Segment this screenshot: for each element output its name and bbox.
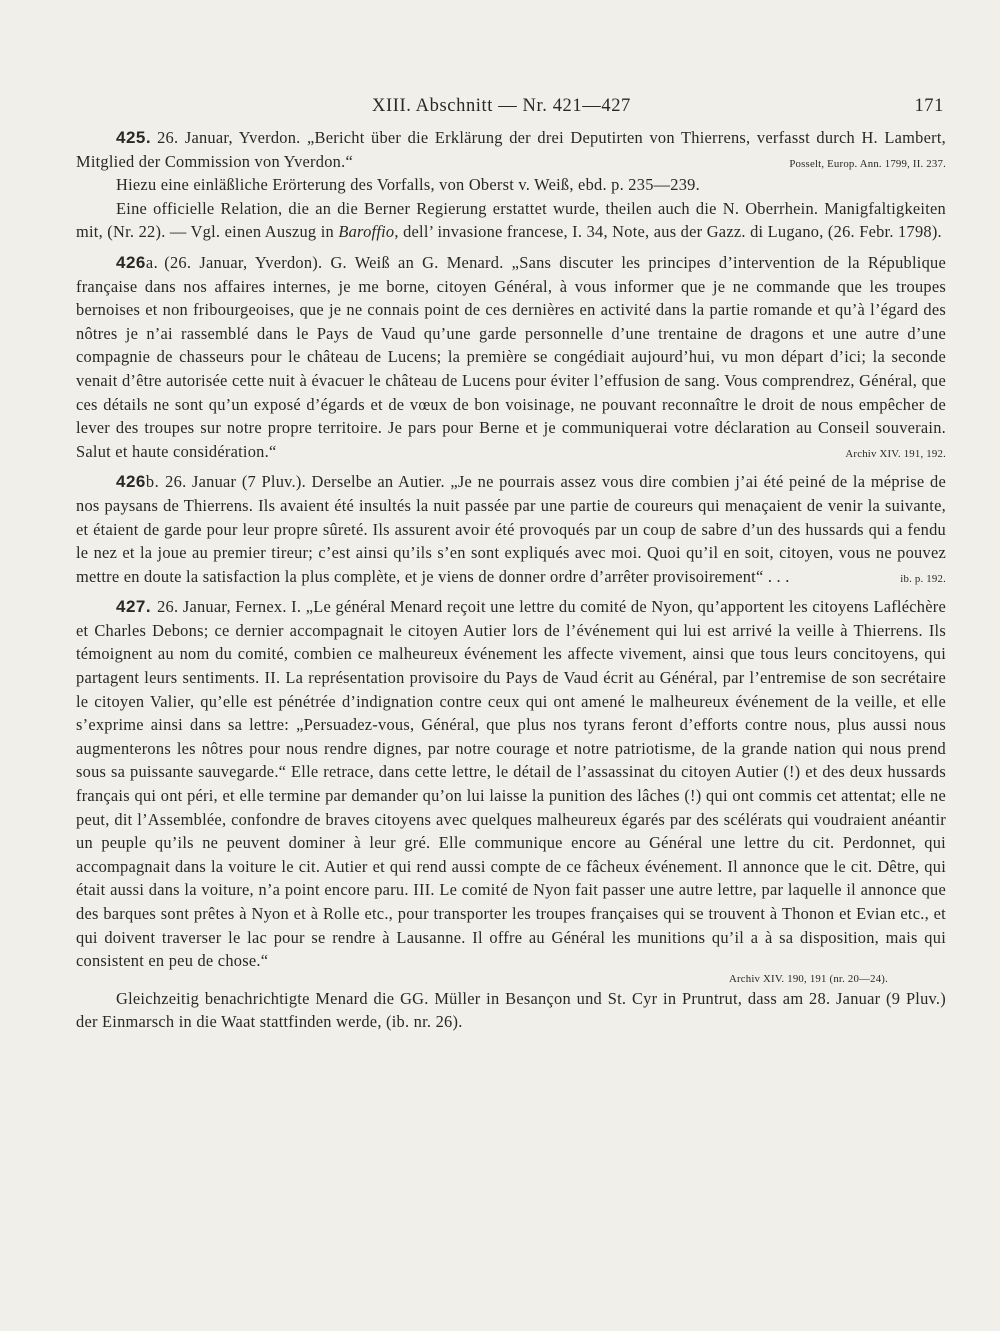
entry-text: 26. Januar (7 Pluv.). Derselbe an Autier. „Je ne pourrais assez vous dire combien j’ai été peiné de la méprise de nos paysans de Thierrens. Ils avaient été insultés la nuit passée par une partie de coureurs qui menaçaient de venir la suivante, et étaient de garde pour leur propre sûreté. Ils assurent avoir été provoqués par un coup de sabre d’un des hussards qui a fendu le nez et la joue au premier tireur; c’est ainsi qu’ils s’en sont expliqués avec moi. Quoi qu’il en soit, citoyen, vous ne pouvez mettre en doute la satisfaction la plus complète, et je viens de donner ordre d’arrêter provisoirement“ . . . (76, 472, 946, 586)
entry-427-note: Gleichzeitig benachrichtigte Menard die GG. Müller in Besançon und St. Cyr in Pruntrut, dass am 28. Januar (9 Pluv.) der Einmarsch in die Waat stattfinden werde, (ib. nr. 26). (76, 988, 946, 1032)
entry-425-note-1: Hiezu eine einläßliche Erörterung des Vorfalls, von Oberst v. Weiß, ebd. p. 235—239. (116, 175, 700, 195)
note-tail: , dell’ invasione francese, I. 34, Note, aus der Gazz. di Lugano, (26. Febr. 1798). (394, 222, 942, 242)
entry-number-main: 426 (116, 252, 146, 272)
entry-number (116, 253, 158, 272)
entry-number: 425. (116, 128, 152, 147)
entry-426b (76, 470, 946, 588)
entry-number-sub: a. (145, 252, 159, 272)
entry-text: 26. Januar, Fernex. I. „Le général Menard reçoit une lettre du comité de Nyon, qu’apportent les citoyens Lafléchère et Charles Debons; ce dernier accompagnait le citoyen Autier lors de l’événement qui lui est arrivé la veille à Thierrens. Ils témoignent au nom du comité, combien ce malheureux événement les affecte vivement, ainsi que tous leurs concitoyens, qui partagent leurs sentiments. II. La représentation provisoire du Pays de Vaud écrit au Général, par l’entremise de son secrétaire le citoyen Valier, qu’elle est pénétrée d’indignation contre ceux qui ont amené le malheureux événement de la veille, et elle s’exprime ainsi dans sa lettre: „Persuadez-vous, Général, que plus nos tyrans feront d’efforts contre nous, plus aussi nous augmenterons les nôtres pour nous rendre dignes, par notre courage et notre patriotisme, de la grande nation qui nous prend sous sa puissante sauvegarde.“ Elle retrace, dans cette lettre, le détail de l’assassinat du citoyen Autier (!) et des deux hussards français qui ont péri, et elle termine par demander qu’on lui laisse la punition des lâches (!) qui ont commis cet attentat; elle ne peut, dit l’Assemblée, confondre de braves citoyens avec quelques malheureux égarés par des scélérats qui voudraient anéantir un peuple qu’ils ne peuvent dominer à leur gré. Elle communique encore au Général une lettre du cit. Perdonnet, qui accompagnait dans la voiture le cit. Autier et qui rend aussi compte de ce fâcheux événement. Il annonce que le cit. Dêtre, qui était aussi dans la voiture, n’a point encore paru. III. Le comité de Nyon fait passer une autre lettre, par laquelle il annonce que des barques sont prêtes à Nyon et à Rolle etc., pour transporter les troupes françaises qui se trouvent à Thonon et Evian etc., et qui doivent traverser le lac pour se rendre à Lausanne. Il offre au Général les munitions qu’il a à sa disposition, mais qui consistent en peu de chose.“ (76, 597, 946, 971)
entry-425 (76, 126, 946, 173)
entry-text: 26. Januar, Yverdon. „Bericht über die Erklärung der drei Deputirten von Thierrens, verfasst durch H. Lambert, Mitglied der Commission von Yverdon.“ (76, 128, 946, 171)
page-number: 171 (914, 96, 944, 116)
source-citation: Archiv XIV. 190, 191 (nr. 20—24). (728, 972, 888, 985)
source-citation: Archiv XIV. 191, 192. (845, 447, 946, 460)
entry-425-note-2 (76, 197, 946, 244)
note-text: Eine officielle Relation, die an die Berner Regierung erstattet wurde, theilen auch die N. Oberrhein. Manigfaltigkeiten mit, (Nr. 22). — Vgl. einen Auszug in (76, 198, 946, 242)
entry-number: 427. (116, 597, 152, 617)
italic-reference: Baroffio (338, 222, 395, 242)
entry-426a (76, 251, 946, 463)
section-title: XIII. Abschnitt — Nr. 421—427 (372, 96, 631, 116)
entry-427 (76, 595, 946, 973)
entry-text: (26. Januar, Yverdon). G. Weiß an G. Menard. „Sans discuter les principes d’intervention de la République française dans nos affaires internes, je me borne, citoyen Général, à vous informer que je ne commande que les troupes bernoises et non fribourgeoises, que je ne connais point de ces dernières en activité dans la partie romande et qu’à l’égard des nôtres je n’ai rassemblé dans le Pays de Vaud qu’une garde personnelle d’une trentaine de dragons et une autre d’une compagnie de chasseurs pour le château de Lucens; la première se congédiait aujourd’hui, vu mon départ d’ici; la seconde venait d’être autorisée cette nuit à évacuer le château de Lucens pour éviter l’effusion de sang. Vous comprendrez, Général, que ces détails ne sont qu’un exposé d’égards et de vœux de bon voisinage, ne pouvant reconnaître le droit de nous empêcher de lever des troupes sur notre propre territoire. Je pars pour Berne et je communiquerai votre déclaration au Conseil souverain. Salut et haute considération.“ (76, 252, 946, 461)
entry-number (116, 472, 159, 491)
entry-number-sub: b. (145, 472, 160, 492)
running-head (76, 96, 946, 126)
source-citation: Posselt, Europ. Ann. 1799, II. 237. (789, 157, 946, 170)
source-citation: ib. p. 192. (900, 572, 946, 585)
entry-number-main: 426 (116, 472, 146, 492)
